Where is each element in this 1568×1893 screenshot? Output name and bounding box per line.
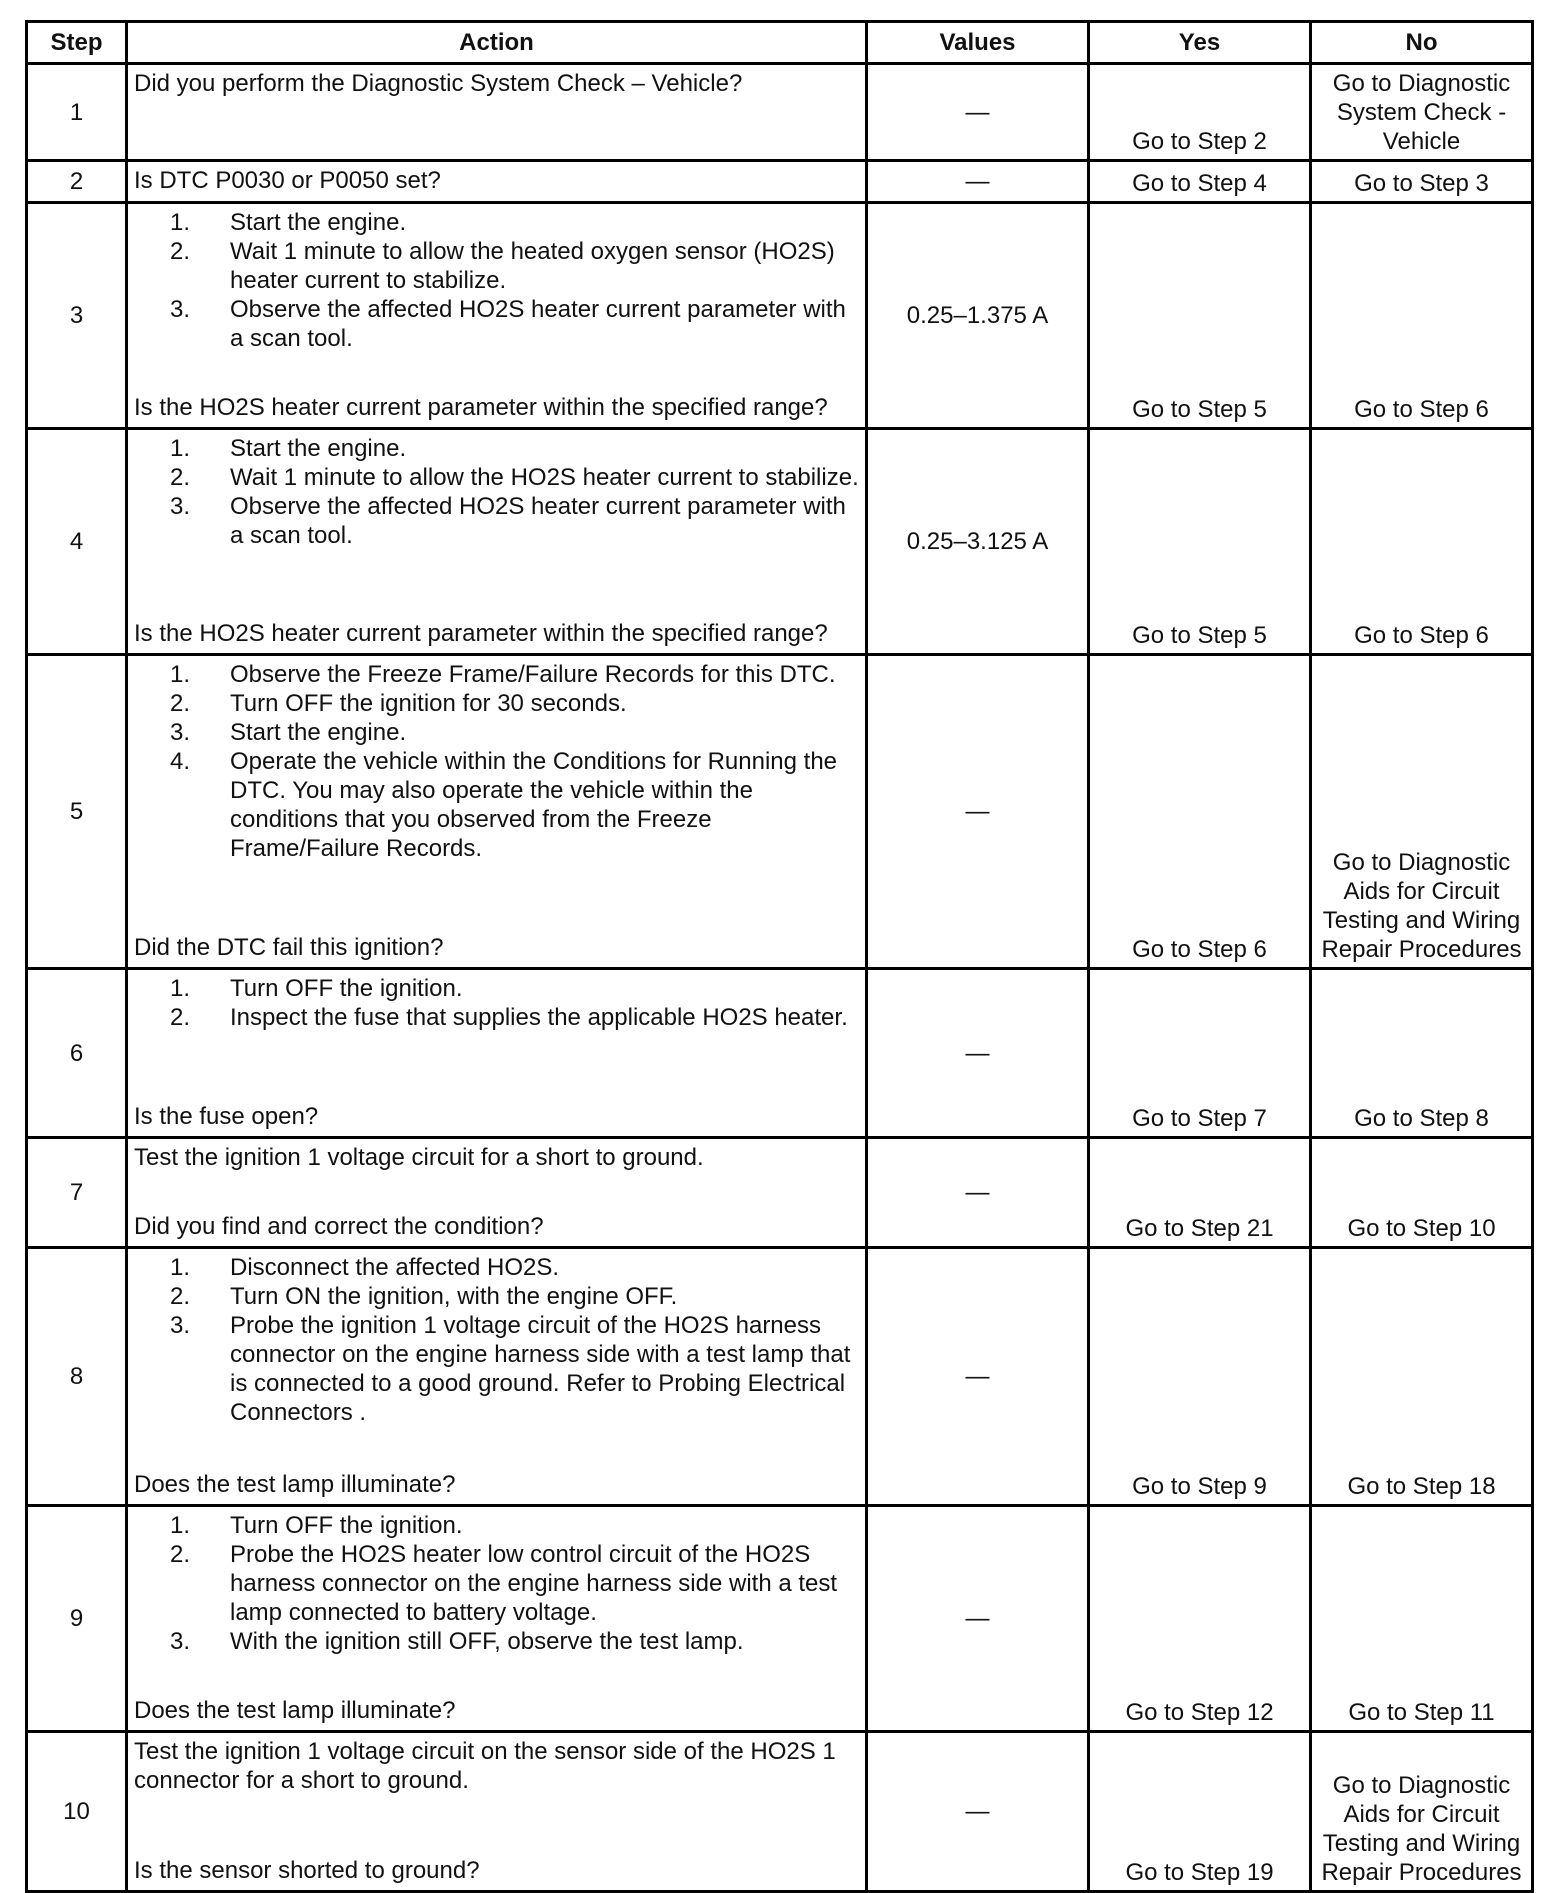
action-top [134,1511,859,1656]
substep-number: 1. [169,661,190,688]
action-cell [127,969,867,1138]
no-cell: Go to Step 8 [1311,969,1533,1138]
substep-number: 1. [169,1512,190,1539]
substep-item [134,492,859,550]
substep-number: 1. [169,975,190,1002]
values-cell: — [867,655,1089,969]
substep-text: Turn OFF the ignition. [230,1512,463,1539]
action-content [134,1511,859,1725]
action-question: Did the DTC fail this ignition? [134,934,444,961]
substep-item [134,1253,859,1282]
substep-number: 3. [169,493,190,520]
values-cell: — [867,969,1089,1138]
action-top [134,69,859,98]
header-no: No [1311,22,1533,64]
action-top [134,660,859,863]
substep-item [134,208,859,237]
header-yes: Yes [1089,22,1311,64]
substep-text: Turn OFF the ignition for 30 seconds. [230,690,627,717]
no-cell: Go to Step 10 [1311,1138,1533,1248]
substep-text: Probe the HO2S heater low control circuit of the HO2S harness connector on the engine harness side with a test lamp connected to battery voltage. [230,1541,838,1626]
substep-number: 3. [169,719,190,746]
substep-text: Observe the affected HO2S heater current parameter with a scan tool. [230,493,846,549]
action-content [134,166,859,196]
step-number: 10 [27,1732,127,1892]
values-cell: — [867,1138,1089,1248]
action-question: Is the sensor shorted to ground? [134,1857,480,1884]
step-number: 8 [27,1248,127,1506]
action-content [134,208,859,422]
substep-item [134,1311,859,1427]
no-cell: Go to Step 6 [1311,203,1533,429]
action-content [134,69,859,154]
no-cell: Go to Step 11 [1311,1506,1533,1732]
substep-list [134,434,859,550]
substep-number: 2. [169,1283,190,1310]
substep-text: Turn ON the ignition, with the engine OFF. [230,1283,678,1310]
substep-item [134,1540,859,1627]
substep-item [134,974,859,1003]
no-cell: Go to Diagnostic System Check - Vehicle [1311,64,1533,161]
action-content [134,1253,859,1499]
substep-number: 3. [169,1628,190,1655]
table-row [27,655,1533,969]
substep-item [134,1003,859,1032]
substep-number: 1. [169,209,190,236]
substep-number: 3. [169,296,190,323]
substep-item [134,434,859,463]
substep-list [134,1253,859,1427]
yes-cell: Go to Step 9 [1089,1248,1311,1506]
action-top [134,166,859,195]
action-cell [127,1138,867,1248]
table-row [27,1506,1533,1732]
substep-number: 1. [169,1254,190,1281]
step-number: 4 [27,429,127,655]
substep-list [134,974,859,1032]
action-question: Did you find and correct the condition? [134,1213,544,1240]
action-content [134,660,859,962]
step-number: 7 [27,1138,127,1248]
action-top [134,434,859,550]
action-question: Is the HO2S heater current parameter within the specified range? [134,620,828,647]
action-cell [127,64,867,161]
yes-cell: Go to Step 4 [1089,161,1311,203]
substep-text: Observe the affected HO2S heater current parameter with a scan tool. [230,296,846,352]
substep-text: Disconnect the affected HO2S. [230,1254,560,1281]
action-cell [127,429,867,655]
yes-cell: Go to Step 5 [1089,203,1311,429]
substep-number: 2. [169,238,190,265]
substep-text: Wait 1 minute to allow the heated oxygen sensor (HO2S) heater current to stabilize. [230,238,835,294]
values-cell: — [867,1732,1089,1892]
substep-text: Inspect the fuse that supplies the applicable HO2S heater. [230,1004,848,1031]
substep-item [134,1282,859,1311]
substep-number: 4. [169,748,190,775]
substep-item [134,689,859,718]
action-content [134,974,859,1131]
yes-cell: Go to Step 6 [1089,655,1311,969]
substep-item [134,463,859,492]
table-row [27,203,1533,429]
yes-cell: Go to Step 5 [1089,429,1311,655]
values-cell: — [867,1506,1089,1732]
substep-item [134,295,859,353]
step-number: 6 [27,969,127,1138]
yes-cell: Go to Step 19 [1089,1732,1311,1892]
substep-item [134,718,859,747]
step-number: 3 [27,203,127,429]
table-row [27,1248,1533,1506]
yes-cell: Go to Step 7 [1089,969,1311,1138]
substep-text: With the ignition still OFF, observe the test lamp. [230,1628,744,1655]
action-content [134,1737,859,1885]
action-cell [127,161,867,203]
action-cell [127,655,867,969]
action-intro: Test the ignition 1 voltage circuit on the sensor side of the HO2S 1 connector for a short to ground. [134,1738,836,1794]
action-question: Does the test lamp illuminate? [134,1697,456,1724]
substep-item [134,1511,859,1540]
substep-item [134,237,859,295]
header-action: Action [127,22,867,64]
table-row [27,1138,1533,1248]
values-cell: — [867,161,1089,203]
action-top [134,974,859,1032]
table-row [27,429,1533,655]
substep-text: Start the engine. [230,719,407,746]
substep-text: Start the engine. [230,209,407,236]
table-row [27,161,1533,203]
no-cell: Go to Step 3 [1311,161,1533,203]
substep-text: Turn OFF the ignition. [230,975,463,1002]
substep-item [134,1627,859,1656]
substep-number: 2. [169,1541,190,1568]
action-content [134,434,859,648]
action-top [134,1737,859,1795]
header-step: Step [27,22,127,64]
table-body [27,64,1533,1892]
action-top [134,1253,859,1427]
substep-text: Operate the vehicle within the Conditions for Running the DTC. You may also operate the vehicle within the conditions that you observed from the Freeze Frame/Failure Records. [230,748,838,862]
action-intro: Did you perform the Diagnostic System Check – Vehicle? [134,70,743,97]
action-intro: Test the ignition 1 voltage circuit for a short to ground. [134,1144,704,1171]
action-cell [127,1732,867,1892]
substep-number: 3. [169,1312,190,1339]
no-cell: Go to Step 6 [1311,429,1533,655]
step-number: 1 [27,64,127,161]
step-number: 9 [27,1506,127,1732]
action-content [134,1143,859,1241]
action-top [134,208,859,353]
substep-number: 2. [169,1004,190,1031]
substep-text: Probe the ignition 1 voltage circuit of the HO2S harness connector on the engine harness side with a test lamp that is connected to a good ground. Refer to Probing Electrical Connectors . [230,1312,851,1426]
header-values: Values [867,22,1089,64]
table-row [27,969,1533,1138]
yes-cell: Go to Step 2 [1089,64,1311,161]
substep-number: 2. [169,690,190,717]
action-intro: Is DTC P0030 or P0050 set? [134,167,441,194]
action-question: Is the HO2S heater current parameter within the specified range? [134,394,828,421]
step-number: 2 [27,161,127,203]
substep-list [134,660,859,863]
step-number: 5 [27,655,127,969]
values-cell: 0.25–1.375 A [867,203,1089,429]
substep-list [134,1511,859,1656]
action-question: Is the fuse open? [134,1103,319,1130]
action-top [134,1143,859,1172]
substep-item [134,660,859,689]
no-cell: Go to Step 18 [1311,1248,1533,1506]
table-row [27,64,1533,161]
values-cell: — [867,1248,1089,1506]
yes-cell: Go to Step 21 [1089,1138,1311,1248]
substep-list [134,208,859,353]
substep-number: 2. [169,464,190,491]
action-question: Does the test lamp illuminate? [134,1471,456,1498]
table-row [27,1732,1533,1892]
substep-number: 1. [169,435,190,462]
substep-text: Wait 1 minute to allow the HO2S heater current to stabilize. [230,464,859,491]
diagnostic-table [25,20,1534,1893]
header-row [27,22,1533,64]
substep-text: Observe the Freeze Frame/Failure Records for this DTC. [230,661,836,688]
action-cell [127,203,867,429]
substep-item [134,747,859,863]
values-cell: 0.25–3.125 A [867,429,1089,655]
yes-cell: Go to Step 12 [1089,1506,1311,1732]
values-cell: — [867,64,1089,161]
no-cell: Go to Diagnostic Aids for Circuit Testing and Wiring Repair Procedures [1311,655,1533,969]
no-cell: Go to Diagnostic Aids for Circuit Testing and Wiring Repair Procedures [1311,1732,1533,1892]
substep-text: Start the engine. [230,435,407,462]
action-cell [127,1506,867,1732]
action-cell [127,1248,867,1506]
